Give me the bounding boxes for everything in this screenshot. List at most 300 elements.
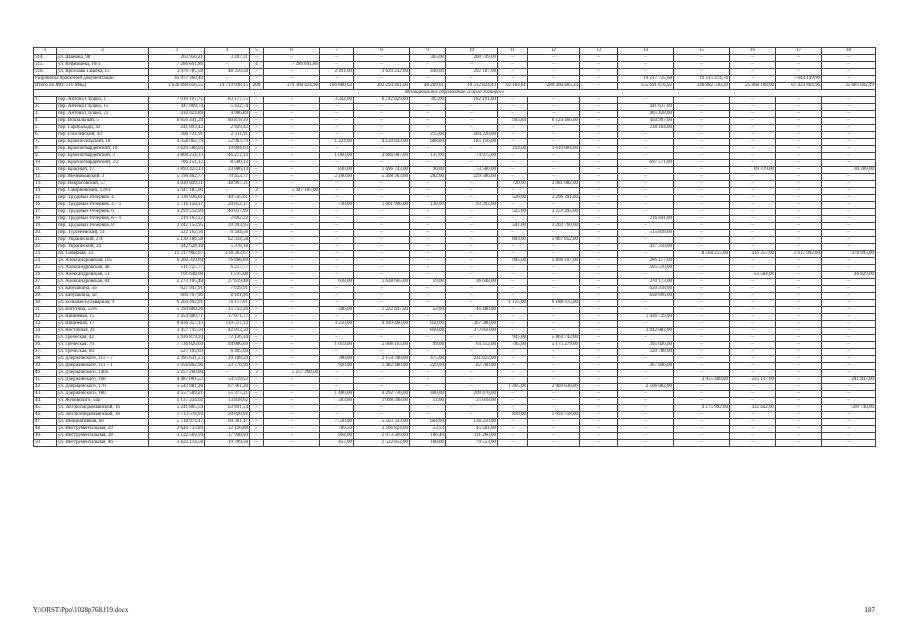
table-cell: 45. [34,405,57,412]
table-cell: – [776,209,822,216]
table-cell: 1 522 852,00 [354,440,410,447]
table-cell: – [528,62,580,69]
table-cell: – [580,377,618,384]
table-cell: 36. [34,342,57,349]
table-cell: – [320,132,354,139]
table-cell: 475,00 [410,356,446,363]
table-cell: – [528,391,580,398]
table-cell: – [498,104,528,111]
table-cell: 5 432,74 [205,104,250,111]
table-cell: – [674,237,730,244]
table-cell: 13. [34,181,57,188]
table-cell: – [410,181,446,188]
table-cell: – [618,426,674,433]
table-cell: ул. Александровская, 105 [57,258,149,265]
table-cell: – [264,328,320,335]
table-cell: 7 736 826,69 [149,342,205,349]
table-cell: 13 [580,48,618,55]
table-cell: – [730,118,776,125]
table-cell: – [264,356,320,363]
table-cell: 3 293 512,99 [149,209,205,216]
table-cell: – [264,314,320,321]
table-cell: – [776,139,822,146]
table-cell: 442 628,18 [149,244,205,251]
table-cell: 803,00 [498,237,528,244]
table-cell: – [822,69,876,76]
table-cell: – [618,202,674,209]
table-cell: 46. [34,412,57,419]
table-cell: – [446,384,498,391]
table-cell: 23 776,96 [205,363,250,370]
table-row [34,321,876,328]
table-cell: 18. [34,216,57,223]
table-cell: – [674,398,730,405]
table-cell: – [250,349,264,356]
table-cell: – [580,146,618,153]
table-cell: – [674,342,730,349]
table-cell: – [264,321,320,328]
table-cell: – [354,314,410,321]
table-cell: – [354,265,410,272]
table-cell: – [730,216,776,223]
table-cell: 8 568 255,00 [674,251,730,258]
table-cell: 1 436 729,00 [618,314,674,321]
table-cell: 4 [250,62,264,69]
municipality-title: Муниципальное образование «Город Таганрог» [34,90,876,97]
table-cell: – [776,223,822,230]
table-cell: 5 130 186,58 [149,237,205,244]
table-cell: 1 696 743,00 [354,167,410,174]
table-cell: – [674,363,730,370]
table-cell: – [776,433,822,440]
table-cell: 6 [264,48,320,55]
table-cell: – [730,349,776,356]
table-cell: ул. Вишневая, 15 [57,314,149,321]
table-cell: 26. [34,272,57,279]
table-cell: – [618,62,674,69]
table-cell: – [498,405,528,412]
table-cell: – [528,398,580,405]
table-cell: – [410,195,446,202]
table-cell: – [580,370,618,377]
table-cell: 186 660,62 [320,83,354,90]
table-cell: 367 846,00 [618,363,674,370]
table-cell: – [730,132,776,139]
table-cell: – [498,111,528,118]
table-cell: ул. Инструментальная, 46 [57,440,149,447]
table-cell: – [580,139,618,146]
table-cell: 46 272,13 [205,153,250,160]
table-cell: – [354,216,410,223]
table-cell: – [580,349,618,356]
table-cell: – [528,244,580,251]
table-cell: 5 447 185,00 [149,188,205,195]
table-cell: – [776,202,822,209]
table-cell: – [528,419,580,426]
table-cell: – [776,216,822,223]
table-cell: – [580,440,618,447]
table-cell: – [354,370,410,377]
table-cell: 9 [410,48,446,55]
total-row [34,83,876,90]
table-cell: – [730,433,776,440]
table-cell: – [776,321,822,328]
table-cell: – [674,335,730,342]
table-cell: 41. [34,377,57,384]
table-cell: – [250,209,264,216]
table-cell: – [446,230,498,237]
table-cell: 53,53 [410,426,446,433]
table-cell: – [822,363,876,370]
table-cell: – [580,62,618,69]
table-cell: – [822,412,876,419]
table-cell: 13 818,02 [205,398,250,405]
table-cell: 235 147,00 [730,377,776,384]
table-cell: 2. [34,104,57,111]
table-cell: – [250,167,264,174]
table-cell: 2 273 105,48 [149,279,205,286]
table-cell: 119 517,13 [205,321,250,328]
table-cell: 155 691 676,92 [618,83,674,90]
table-cell: – [776,342,822,349]
table-cell: – [498,349,528,356]
table-cell: – [776,265,822,272]
table-cell: 666 797,96 [149,293,205,300]
table-cell: – [776,146,822,153]
table-cell: – [822,258,876,265]
table-cell: – [822,216,876,223]
table-cell: – [498,279,528,286]
table-cell: 241 847,00 [822,377,876,384]
table-cell: – [580,216,618,223]
table-cell: 73 586,00 [446,167,498,174]
table-cell: – [354,258,410,265]
table-cell: ул. Вишневая, 17 [57,321,149,328]
table-row [34,167,876,174]
table-cell: 27. [34,279,57,286]
table-cell: – [498,69,528,76]
table-cell: – [250,412,264,419]
table-cell: – [822,321,876,328]
table-cell: – [410,62,446,69]
table-cell: – [822,426,876,433]
table-cell: – [264,440,320,447]
table-cell: 3. [34,111,57,118]
table-cell: – [250,104,264,111]
table-cell: – [528,76,580,83]
table-cell: 215,00 [410,132,446,139]
table-cell: 2 973 369,00 [354,433,410,440]
table-cell: – [730,342,776,349]
table-row [34,174,876,181]
table-cell: – [776,398,822,405]
table-cell: ул. Инициативная, 60 [57,419,149,426]
table-cell: 620 318,00 [618,286,674,293]
table-cell: – [498,139,528,146]
table-cell: 31. [34,307,57,314]
table-cell: – [580,76,618,83]
table-cell: 830,00 [320,167,354,174]
table-cell: – [320,76,354,83]
table-cell: – [410,125,446,132]
table-cell: – [674,293,730,300]
table-cell: – [264,202,320,209]
table-cell: – [618,132,674,139]
table-cell: 905,00 [498,258,528,265]
table-cell: – [320,209,354,216]
table-cell: – [580,293,618,300]
table-cell: – [320,118,354,125]
table-cell: – [410,258,446,265]
table-cell: – [618,433,674,440]
table-cell: 67 424 464,96 [776,83,822,90]
table-cell: 39. [34,363,57,370]
table-cell: – [354,55,410,62]
table-cell: – [446,111,498,118]
table-row [34,132,876,139]
table-cell: – [205,62,250,69]
table-cell: – [580,125,618,132]
table-cell: 79 553,00 [446,440,498,447]
table-cell: 5 378,18 [205,244,250,251]
table-cell: – [264,377,320,384]
table-cell: – [730,321,776,328]
table-cell: 520 788,00 [618,349,674,356]
table-cell: – [320,125,354,132]
table-cell: – [354,349,410,356]
table-row [34,342,876,349]
table-cell: – [618,356,674,363]
table-cell: 16 [730,48,776,55]
table-cell: – [776,244,822,251]
table-cell: – [446,412,498,419]
table-cell: 11. [34,167,57,174]
table-cell: – [498,314,528,321]
table-cell: 1 059,00 [320,342,354,349]
table-cell: 2 969 638,00 [528,384,580,391]
table-cell: 4 [205,48,250,55]
table-cell: пер. Трудовых Резервов, 4 [57,195,149,202]
table-cell: 6 124 466,00 [528,118,580,125]
table-cell: 447 069,74 [149,104,205,111]
table-cell: – [580,195,618,202]
table-cell: – [250,181,264,188]
table-cell: – [822,349,876,356]
table-cell: – [354,286,410,293]
table-cell: – [776,174,822,181]
table-cell: – [410,377,446,384]
table-cell: 5 447 185,00 [264,188,320,195]
table-cell: 780,00 [320,356,354,363]
table-cell: – [822,237,876,244]
table-cell: – [580,279,618,286]
table-cell: 51,00 [410,398,446,405]
table-cell: – [498,76,528,83]
table-cell: ул. Дзержинского, 168 [57,377,149,384]
table-cell: – [446,272,498,279]
table-cell: – [730,279,776,286]
table-cell: пер. Смирновский, 139/1 [57,188,149,195]
table-row [34,223,876,230]
table-cell: – [264,139,320,146]
table-cell: 168,00 [410,440,446,447]
table-cell: 5 257 260,00 [149,370,205,377]
table-cell: 379 368 424,98 [264,83,320,90]
table-cell: – [250,223,264,230]
table-cell: – [498,167,528,174]
table-cell: – [410,104,446,111]
table-row [34,314,876,321]
table-cell: – [580,412,618,419]
table-cell: – [528,188,580,195]
table-cell: 503,00 [320,398,354,405]
table-cell: 2 008 163,00 [354,342,410,349]
table-row [34,391,876,398]
table-cell: пер. Гоголевский, 43 [57,132,149,139]
table-cell: – [580,314,618,321]
table-cell: – [618,167,674,174]
table-cell: – [580,104,618,111]
table-cell: 2 644 733,89 [149,426,205,433]
table-cell: – [498,160,528,167]
table-cell: – [730,398,776,405]
table-cell: – [618,251,674,258]
table-cell: – [674,279,730,286]
table-cell: – [264,97,320,104]
table-cell: – [320,181,354,188]
table-cell: – [250,237,264,244]
table-cell: – [498,356,528,363]
table-cell: – [446,300,498,307]
table-cell: 7 629,91 [205,286,250,293]
table-cell: – [822,391,876,398]
table-cell: 6 656 341,39 [149,118,205,125]
table-row [34,230,876,237]
table-cell: 63 691,54 [205,405,250,412]
table-cell: 3 457 745,50 [149,328,205,335]
table-cell: – [410,146,446,153]
table-cell: – [528,314,580,321]
table-cell: 706 151,12 [149,160,205,167]
table-cell: 478 995,00 [822,251,876,258]
table-cell: – [822,132,876,139]
table-cell: – [674,132,730,139]
table-cell: – [410,188,446,195]
table-cell: 7 644 149,96 [776,76,822,83]
table-cell: – [822,440,876,447]
table-cell: – [730,265,776,272]
table-cell: 2 [57,48,149,55]
table-row [34,272,876,279]
table-cell: – [528,69,580,76]
table-cell: 46 829,00 [822,272,876,279]
table-cell: 1 638 665,00 [354,279,410,286]
table-cell: – [580,300,618,307]
table-cell: пер. Украинский, 24 [57,244,149,251]
table-cell: 506,00 [320,307,354,314]
table-cell: – [776,167,822,174]
table-cell: – [580,265,618,272]
table-cell: – [498,153,528,160]
table-cell: 1 893 423,13 [149,167,205,174]
table-cell: – [674,391,730,398]
table-cell: 1 482 480,00 [354,363,410,370]
table-cell: – [498,230,528,237]
table-cell: – [618,69,674,76]
table-cell: – [618,174,674,181]
table-cell: – [528,363,580,370]
table-cell: – [580,335,618,342]
table-cell: – [498,97,528,104]
table-cell: – [580,328,618,335]
table-cell: 52,00 [410,307,446,314]
table-cell: – [580,118,618,125]
table-cell: 516. [34,69,57,76]
table-cell: 209 [250,83,264,90]
table-cell: 441 637,00 [618,104,674,111]
table-cell: пер. Красногвардейский, 10 [57,146,149,153]
table-cell: 5 936 879,34 [149,335,205,342]
table-cell: пер. Антона Глушко, 1 [57,97,149,104]
table-cell: 730,00 [320,202,354,209]
table-cell: – [776,412,822,419]
table-cell: – [528,251,580,258]
table-cell: – [528,377,580,384]
table-cell: – [776,104,822,111]
table-cell: – [674,314,730,321]
table-cell: 3 [149,48,205,55]
table-cell: пер. Трудовых Резервов, 6 – 1 [57,216,149,223]
table-cell: пер. Красногвардейский, 3 [57,153,149,160]
table-cell: 5 175 279,00 [528,342,580,349]
table-cell: – [730,181,776,188]
table-cell: – [446,286,498,293]
table-cell: 38. [34,356,57,363]
table-cell: 2 100,00 [320,174,354,181]
table-cell: – [528,153,580,160]
table-row [34,125,876,132]
table-cell: – [776,440,822,447]
table-cell: – [205,188,250,195]
table-cell: – [498,293,528,300]
table-cell: – [674,328,730,335]
table-cell: 48 967,31 [205,181,250,188]
table-cell: – [730,300,776,307]
table-cell: 53 584,00 [730,272,776,279]
table-cell: – [320,244,354,251]
table-cell: – [674,426,730,433]
table-cell: – [822,230,876,237]
table-cell: ул. Инструментальная, 29 [57,426,149,433]
table-cell: – [822,125,876,132]
table-cell: – [320,293,354,300]
table-cell: – [250,314,264,321]
table-cell: 8 580,12 [205,160,250,167]
table-cell: – [528,230,580,237]
table-cell: – [410,76,446,83]
table-cell: 1 716 150,17 [149,202,205,209]
table-cell: – [674,300,730,307]
table-cell: 405 438,00 [618,111,674,118]
table-cell: 19 709,58 [205,440,250,447]
table-cell: 35. [34,335,57,342]
table-cell: – [250,356,264,363]
table-cell: 16. [34,202,57,209]
table-cell: – [822,328,876,335]
table-cell: – [730,307,776,314]
table-cell: 23 006,13 [205,167,250,174]
table-cell: – [498,132,528,139]
